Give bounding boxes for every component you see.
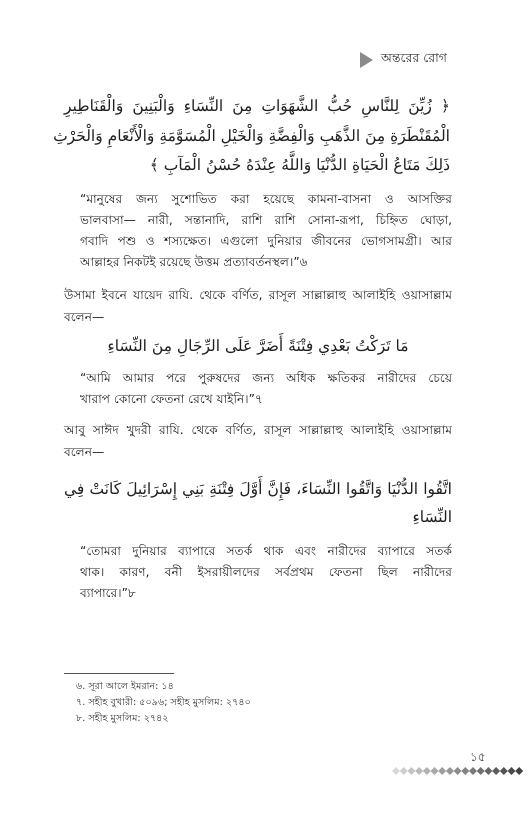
diamond-mark [515,767,523,775]
diamond-mark [446,767,454,775]
page-number: ১৫ [470,750,486,764]
verse-translation-line-4: আল্লাহর নিকটই রয়েছে উত্তম প্রত্যাবর্তনস্থল।”৬ [80,255,308,269]
hadith-2-translation-line-2: থাক। কারণ, বনী ইসরায়ীলদের সর্বপ্রথম ফেতনা ছিল নারীদের [80,565,452,579]
hadith-2-intro-line-2: বলেন— [64,445,105,459]
diamond-mark [431,767,439,775]
quran-verse-line-1: ﴿ زُيِّنَ لِلنَّاسِ حُبُّ الشَّهَوَاتِ مِنَ النِّسَاءِ وَالْبَنِينَ وَالْقَنَاطِيرِ [64,97,450,115]
footnote-7: ৭. সহীহ বুখারী: ৫০৯৬; সহীহ মুসলিম: ২৭৪০ [76,697,251,708]
triangle-marker-icon [360,52,373,68]
diamond-mark [492,767,500,775]
diamond-mark [454,767,462,775]
hadith-2-arabic-line-2: النِّسَاءِ [412,508,452,526]
hadith-2-translation-line-1: “তোমরা দুনিয়ার ব্যাপারে সতর্ক থাক এবং নারীদের ব্যাপারে সতর্ক [80,544,452,558]
hadith-1-intro-line-1: উসামা ইবনে যায়েদ রাযি. থেকে বর্ণিত, রাসূল সাল্লাল্লাহু আলাইহি ওয়াসাল্লাম [64,288,452,302]
footnote-8: ৮. সহীহ মুসলিম: ২৭৪২ [76,713,169,724]
hadith-1-translation-line-2: খারাপ কোনো ফেতনা রেখে যাইনি।”৭ [80,392,263,406]
hadith-2-intro-line-1: আবু সাঈদ খুদরী রাযি. থেকে বর্ণিত, রাসূল সাল্লাল্লাহু আলাইহি ওয়াসাল্লাম [64,423,452,437]
footnote-6: ৬. সূরা আলে ইমরান: ১৪ [76,681,174,692]
chapter-title: অন্তরের রোগ [381,50,447,65]
diamond-mark [407,767,415,775]
diamond-mark [469,767,477,775]
diamond-ornament-icon [392,764,526,778]
diamond-mark [477,767,485,775]
diamond-mark [415,767,423,775]
diamond-mark [392,767,400,775]
footnote-divider [64,673,174,674]
verse-translation-line-2: ভালবাসা— নারী, সন্তানাদি, রাশি রাশি সোনা-রূপা, চিহ্নিত ঘোড়া, [80,213,452,227]
hadith-1-arabic: مَا تَرَكْتُ بَعْدِي فِتْنَةً أَضَرَّ عَلَى الرِّجَالِ مِنَ النِّسَاءِ [107,337,409,355]
diamond-mark [438,767,446,775]
diamond-mark [400,767,408,775]
hadith-2-translation-line-3: ব্যাপারে।”৮ [80,586,136,600]
diamond-mark [484,767,492,775]
verse-translation-line-3: গবাদি পশু ও শস্যক্ষেত। এগুলো দুনিয়ার জীবনের ভোগসামগ্রী। আর [80,234,452,248]
hadith-1-translation-line-1: “আমি আমার পরে পুরুষদের জন্য অধিক ক্ষতিকর নারীদের চেয়ে [80,371,452,385]
quran-verse-line-2: الْمُقَنْطَرَةِ مِنَ الذَّهَبِ وَالْفِضَّةِ وَالْخَيْلِ الْمُسَوَّمَةِ وَالْأَنْعَامِ وَالْحَرْثِ [53,127,450,145]
hadith-2-arabic-line-1: اتَّقُوا الدُّنْيَا وَاتَّقُوا النِّسَاءَ، فَإِنَّ أَوَّلَ فِتْنَةِ بَنِي إِسْرَائِيلَ كَانَتْ فِي [64,480,452,498]
diamond-mark [461,767,469,775]
running-header [360,50,510,70]
diamond-mark [508,767,516,775]
quran-verse-line-3: ذَلِكَ مَتَاعُ الْحَيَاةِ الدُّنْيَا وَاللَّهُ عِنْدَهُ حُسْنُ الْمَآبِ ﴾ [149,156,450,174]
hadith-1-intro-line-2: বলেন— [64,310,105,324]
diamond-mark [423,767,431,775]
verse-translation-line-1: “মানুষের জন্য সুশোভিত করা হয়েছে কামনা-বাসনা ও আসক্তির [80,192,452,206]
diamond-mark [500,767,508,775]
